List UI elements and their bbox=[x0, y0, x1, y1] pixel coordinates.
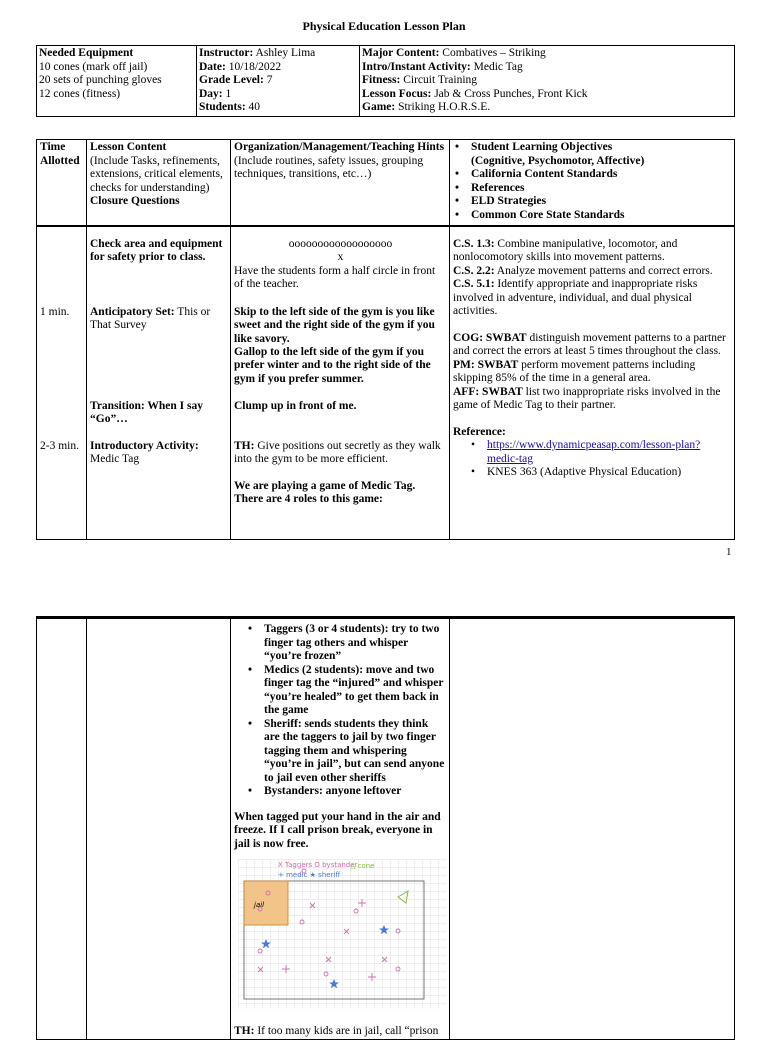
page-title: Physical Education Lesson Plan bbox=[302, 19, 466, 33]
reference-label: Reference: bbox=[453, 425, 506, 438]
jail-zone bbox=[244, 881, 288, 925]
intro-activity-label: Introductory Activity: bbox=[90, 439, 199, 452]
role-sheriff: • Sheriff: sends students they think are the taggers to jail by two finger tagging them and whispering “you’re in jail”, but can send anyone to jail even other sheriffs bbox=[248, 718, 446, 786]
clump-instruction: Clump up in front of me. bbox=[234, 399, 357, 412]
sketch-legend-line2: + medic ★ sheriff bbox=[278, 871, 341, 879]
instructor-value: Ashley Lima bbox=[253, 47, 316, 59]
cone-triangle bbox=[398, 891, 408, 903]
lesson-content-cell bbox=[87, 618, 231, 1040]
lesson-content-cell bbox=[87, 226, 231, 540]
role-medics: • Medics (2 students): move and two finger tag the “injured” and whisper “you’re healed” to get them back in the game bbox=[248, 664, 446, 718]
gym-court-drawing bbox=[238, 859, 446, 1009]
focus-label: Lesson Focus: bbox=[362, 87, 432, 100]
focus-value: Jab & Cross Punches, Front Kick bbox=[431, 87, 588, 100]
teaching-hint-label: TH: bbox=[234, 1025, 255, 1037]
sheriff-stars bbox=[261, 925, 389, 988]
anticipatory-label: Anticipatory Set: bbox=[90, 305, 175, 318]
equipment-item: 12 cones (fitness) bbox=[39, 87, 121, 100]
teaching-hint-label: TH: bbox=[234, 439, 255, 452]
equipment-heading: Needed Equipment bbox=[39, 47, 134, 59]
time-cell bbox=[37, 618, 87, 1040]
content-header-title: Lesson Content bbox=[90, 141, 167, 153]
content-info-cell bbox=[360, 46, 735, 117]
objectives-item: • Student Learning Objectives bbox=[453, 141, 731, 155]
organization-header-desc: (Include routines, safety issues, grouping techniques, transitions, etc…) bbox=[234, 154, 424, 180]
students-label: Students: bbox=[199, 101, 246, 113]
page-number: 1 bbox=[726, 546, 732, 558]
date-label: Date: bbox=[199, 60, 226, 73]
role-bystanders: • Bystanders: anyone leftover bbox=[248, 785, 446, 799]
medic-tag-intro: We are playing a game of Medic Tag. There are 4 roles to this game: bbox=[234, 479, 416, 505]
time-anticipatory: 1 min. bbox=[40, 305, 70, 318]
reference-link[interactable]: https://www.dynamicpeasap.com/lesson-plan?medic-tag bbox=[487, 439, 701, 465]
content-label: Major Content: bbox=[362, 47, 440, 59]
content-header bbox=[87, 140, 231, 226]
gallop-instruction: Gallop to the left side of the gym if you prefer winter and to the right side of the gym if you prefer summer. bbox=[234, 345, 431, 385]
day-label: Day: bbox=[199, 87, 223, 100]
organization-header bbox=[231, 140, 450, 226]
time-intro: 2-3 min. bbox=[40, 439, 79, 452]
skip-instruction: Skip to the left side of the gym is you like sweet and the right side of the gym if you like savory. bbox=[234, 305, 435, 345]
medic-marks bbox=[282, 899, 376, 981]
objectives-item: • References bbox=[453, 182, 731, 196]
time-cell bbox=[37, 226, 87, 540]
time-header: Time Allotted bbox=[37, 140, 87, 226]
organization-header-title: Organization/Management/Teaching Hints bbox=[234, 141, 445, 153]
teaching-hint-text: If too many kids are in jail, call “prison bbox=[254, 1025, 439, 1037]
students-value: 40 bbox=[245, 101, 261, 113]
standard-1-3: C.S. 1.3: Combine manipulative, locomotor, and nonlocomotory skills into movement patterns. bbox=[453, 237, 678, 263]
objectives-header bbox=[450, 140, 735, 226]
content-header-desc: (Include Tasks, refinements, extensions, critical elements, checks for understanding) bbox=[90, 154, 223, 194]
day-value: 1 bbox=[222, 87, 232, 100]
instructor-label: Instructor: bbox=[199, 47, 254, 59]
grade-value: 7 bbox=[263, 74, 273, 86]
gym-diagram-sketch bbox=[238, 859, 446, 1009]
equipment-item: 20 sets of punching gloves bbox=[39, 74, 162, 86]
lesson-plan-table bbox=[36, 139, 735, 540]
psychomotor-objective: PM: SWBAT perform movement patterns including skipping 85% of the time in a general area. bbox=[453, 358, 696, 384]
game-value: Striking H.O.R.S.E. bbox=[395, 101, 491, 113]
date-value: 10/18/2022 bbox=[225, 60, 282, 73]
standards-cell bbox=[450, 226, 735, 540]
equipment-cell bbox=[37, 46, 197, 117]
reference-list bbox=[471, 439, 728, 480]
fitness-label: Fitness: bbox=[362, 74, 401, 86]
cognitive-objective: COG: SWBAT distinguish movement patterns to a partner and correct the errors at least 5 times throughout the class. bbox=[453, 331, 726, 357]
fitness-value: Circuit Training bbox=[400, 74, 478, 86]
check-area-text: Check area and equipment for safety prior to class. bbox=[90, 237, 223, 263]
standard-5-1: C.S. 5.1: Identify appropriate and inappropriate risks involved in adventure, individual, and dual physical activities. bbox=[453, 278, 698, 317]
objectives-item: • ELD Strategies bbox=[453, 195, 731, 209]
jail-label: jail bbox=[254, 901, 265, 909]
roles-list bbox=[248, 623, 446, 799]
sketch-cone-legend: △ cone bbox=[350, 862, 375, 870]
tagged-instruction: When tagged put your hand in the air and freeze. If I call prison break, everyone in jail is now free. bbox=[234, 810, 441, 850]
equipment-item: 10 cones (mark off jail) bbox=[39, 60, 148, 73]
closure-header: Closure Questions bbox=[90, 195, 180, 207]
intro-activity-value: Medic Tag bbox=[90, 453, 140, 465]
grade-label: Grade Level: bbox=[199, 74, 264, 86]
class-info-cell bbox=[197, 46, 360, 117]
game-label: Game: bbox=[362, 101, 396, 113]
affective-objective: AFF: SWBAT list two inappropriate risks involved in the game of Medic Tag to their partner. bbox=[453, 385, 721, 411]
organization-cell bbox=[231, 226, 450, 540]
objectives-item: • Common Core State Standards bbox=[453, 209, 731, 223]
objectives-item: • California Content Standards bbox=[453, 168, 731, 182]
content-value: Combatives – Striking bbox=[439, 47, 546, 59]
half-circle-text: Have the students form a half circle in front of the teacher. bbox=[234, 264, 436, 290]
role-taggers: • Taggers (3 or 4 students): try to two finger tag others and whisper “you’re frozen” bbox=[248, 623, 446, 664]
reference-book: • KNES 363 (Adaptive Physical Education) bbox=[471, 466, 728, 480]
sketch-legend-line1: X Taggers O bystander bbox=[278, 861, 358, 869]
anticipatory-value: This or That Survey bbox=[90, 305, 211, 331]
standard-2-2: C.S. 2.2: Analyze movement patterns and correct errors. bbox=[453, 264, 713, 277]
teaching-hint-text: Give positions out secretly as they walk into the gym to be more efficient. bbox=[234, 439, 441, 465]
objectives-item: (Cognitive, Psychomotor, Affective) bbox=[471, 154, 645, 167]
lesson-info-table bbox=[36, 45, 735, 117]
intro-label: Intro/Instant Activity: bbox=[362, 60, 471, 73]
intro-value: Medic Tag bbox=[470, 60, 523, 73]
formation-circles: oooooooooooooooooo bbox=[288, 237, 393, 250]
lesson-plan-table-continued bbox=[36, 616, 735, 1040]
teacher-marker: x bbox=[337, 250, 344, 263]
organization-cell bbox=[231, 618, 450, 1040]
standards-cell bbox=[450, 618, 735, 1040]
transition-text: Transition: When I say “Go”… bbox=[90, 399, 204, 425]
